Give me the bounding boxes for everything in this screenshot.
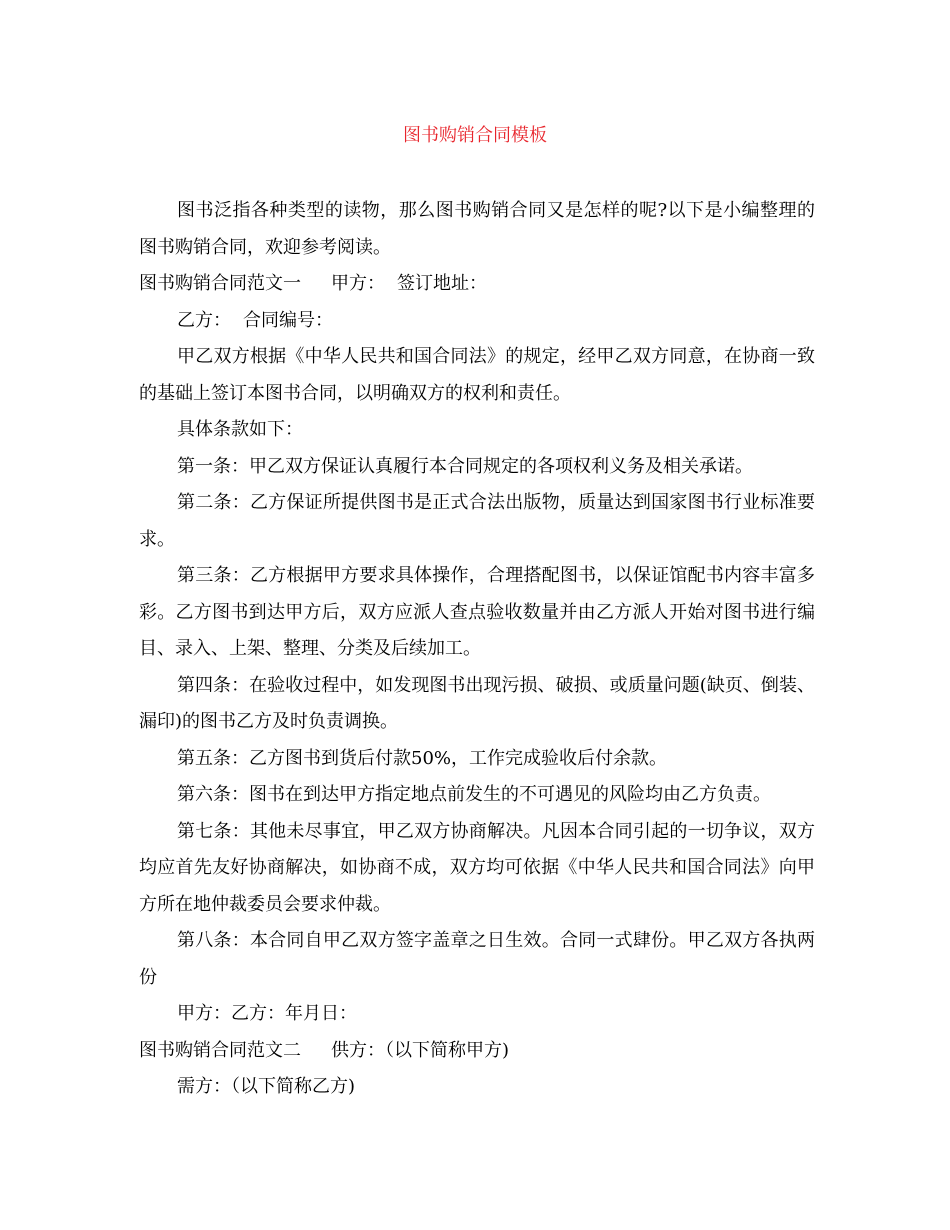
clause-6: 第六条：图书在到达甲方指定地点前发生的不可遇见的风险均由乙方负责。 bbox=[177, 784, 771, 805]
clause-8: 第八条：本合同自甲乙双方签字盖章之日生效。合同一式肆份。甲乙双方各执两份 bbox=[139, 930, 815, 988]
sample1-heading-line bbox=[139, 266, 815, 303]
clause-4: 第四条：在验收过程中，如发现图书出现污损、破损、或质量问题(缺页、倒装、漏印)的图书乙方及时负责调换。 bbox=[139, 674, 815, 732]
clause-5: 第五条：乙方图书到货后付款50%，工作完成验收后付余款。 bbox=[177, 747, 668, 769]
clause-2: 第二条：乙方保证所提供图书是正式合法出版物，质量达到国家图书行业标准要求。 bbox=[139, 492, 815, 550]
clause-7: 第七条：其他未尽事宜，甲乙双方协商解决。凡因本合同引起的一切争议，双方均应首先友好协商解决，如协商不成，双方均可依据《中华人民共和国合同法》向甲方所在地仲裁委员会要求仲裁。 bbox=[139, 820, 815, 915]
document-title: 图书购销合同模板 bbox=[403, 125, 547, 146]
terms-intro: 具体条款如下： bbox=[177, 419, 303, 440]
sample2-heading: 图书购销合同范文二 bbox=[139, 1039, 301, 1061]
intro-paragraph: 图书泛指各种类型的读物，那么图书购销合同又是怎样的呢?以下是小编整理的图书购销合同，欢迎参考阅读。 bbox=[139, 200, 815, 258]
contract-no-label: 合同编号： bbox=[243, 309, 333, 331]
party-b-line bbox=[139, 303, 815, 340]
sign-place-label: 签订地址： bbox=[397, 273, 487, 294]
document-body bbox=[139, 193, 815, 1106]
supplier-label: 供方：（以下简称甲方) bbox=[331, 1039, 510, 1061]
buyer-line: 需方：（以下简称乙方) bbox=[177, 1076, 356, 1097]
clause-1: 第一条：甲乙双方保证认真履行本合同规定的各项权利义务及相关承诺。 bbox=[177, 455, 753, 477]
preamble-paragraph: 甲乙双方根据《中华人民共和国合同法》的规定，经甲乙双方同意，在协商一致的基础上签订本图书合同，以明确双方的权利和责任。 bbox=[139, 346, 815, 404]
party-b-label: 乙方： bbox=[177, 309, 231, 331]
sample1-heading: 图书购销合同范文一 bbox=[139, 273, 301, 294]
party-a-label: 甲方： bbox=[331, 273, 385, 294]
clause-3: 第三条：乙方根据甲方要求具体操作，合理搭配图书，以保证馆配书内容丰富多彩。乙方图书到达甲方后，双方应派人查点验收数量并由乙方派人开始对图书进行编目、录入、上架、整理、分类及后续加工。 bbox=[139, 565, 815, 659]
signature-line: 甲方：乙方：年月日： bbox=[177, 1003, 357, 1024]
sample2-heading-line bbox=[139, 1033, 815, 1070]
